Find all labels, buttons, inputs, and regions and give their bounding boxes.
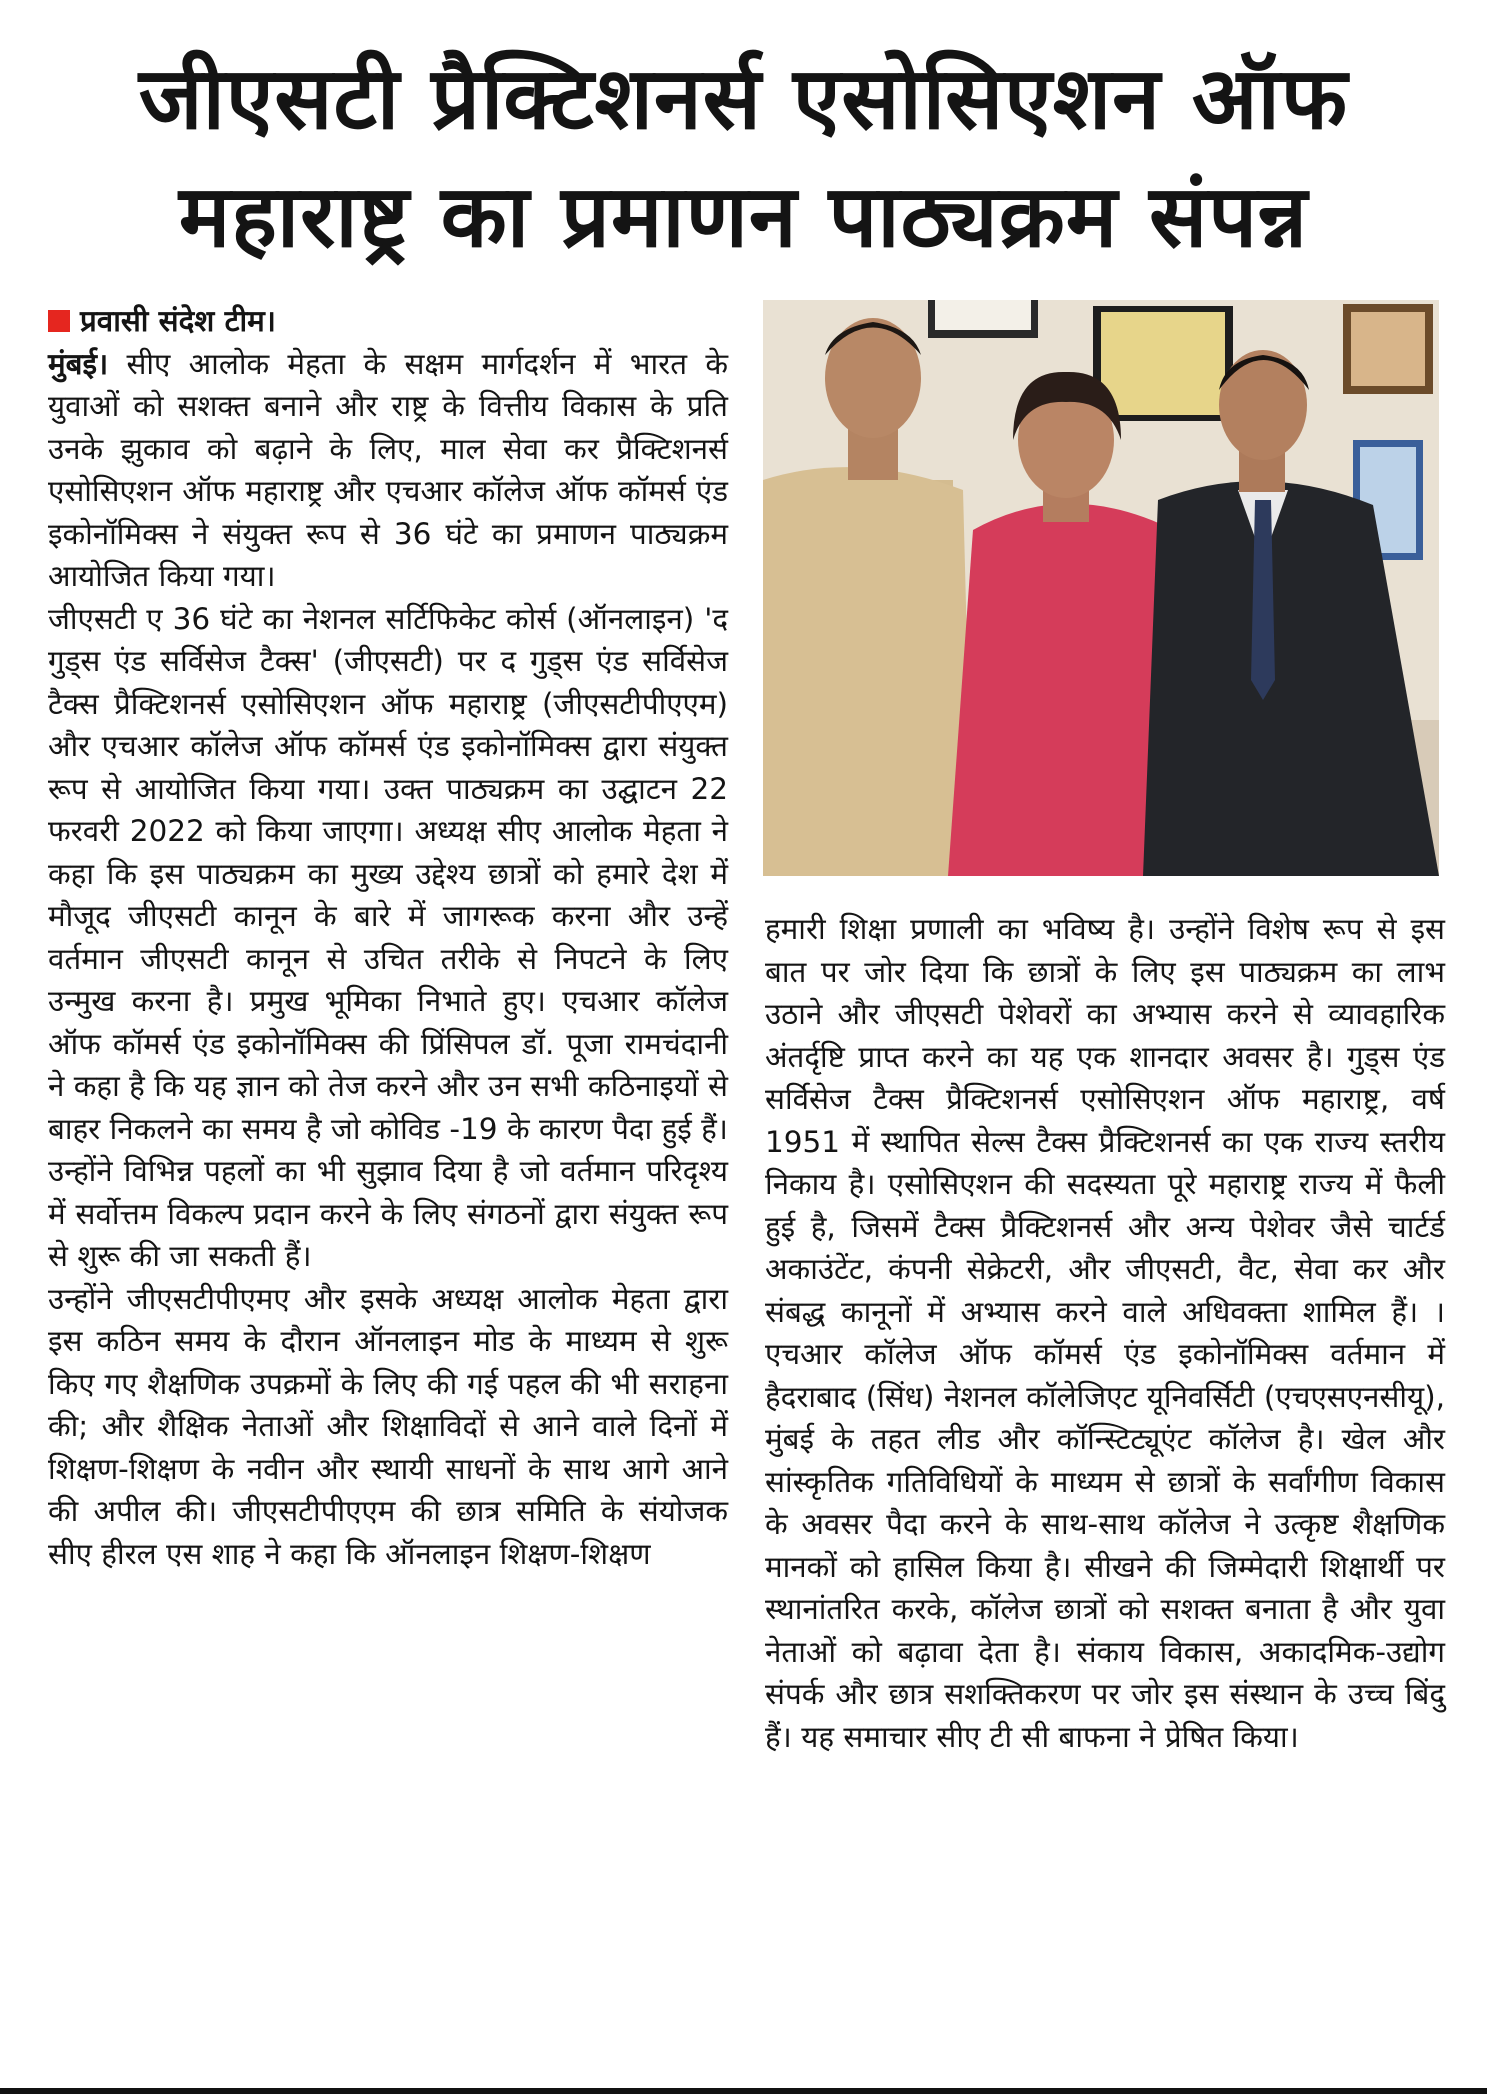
- bottom-rule: [0, 2088, 1487, 2094]
- paragraph-2: जीएसटी ए 36 घंटे का नेशनल सर्टिफिकेट कोर्स (ऑनलाइन) 'द गुड्स एंड सर्विसेज टैक्स' (जीएसटी) पर द गुड्स एंड सर्विसेज टैक्स प्रैक्टिशनर्स एसोसिएशन ऑफ महाराष्ट्र (जीएसटीपीएएम) और एचआर कॉलेज ऑफ कॉमर्स एंड इकोनॉमिक्स द्वारा संयुक्त रूप से आयोजित किया गया। उक्त पाठ्यक्रम का उद्घाटन 22 फरवरी 2022 को किया जाएगा। अध्यक्ष सीए आलोक मेहता ने कहा कि इस पाठ्यक्रम का मुख्य उद्देश्य छात्रों को हमारे देश में मौजूद जीएसटी कानून के बारे में जागरूक करना और उन्हें वर्तमान जीएसटी कानून से उचित तरीके से निपटने के लिए उन्मुख करना है। प्रमुख भूमिका निभाते हुए। एचआर कॉलेज ऑफ कॉमर्स एंड इकोनॉमिक्स की प्रिंसिपल डॉ. पूजा रामचंदानी ने कहा है कि यह ज्ञान को तेज करने और उन सभी कठिनाइयों से बाहर निकलने का समय है जो कोविड -19 के कारण पैदा हुई हैं। उन्होंने विभिन्न पहलों का भी सुझाव दिया है जो वर्तमान परिदृश्य में सर्वोत्तम विकल्प प्रदान करने के लिए संगठनों द्वारा संयुक्त रूप से शुरू की जा सकती हैं।: [48, 601, 728, 1273]
- paragraph-1-text: सीए आलोक मेहता के सक्षम मार्गदर्शन में भारत के युवाओं को सशक्त बनाने और राष्ट्र के वित्तीय विकास के प्रति उनके झुकाव को बढ़ाने के लिए, माल सेवा कर प्रैक्टिशनर्स एसोसिएशन ऑफ महाराष्ट्र और एचआर कॉलेज ऑफ कॉमर्स एंड इकोनॉमिक्स ने संयुक्त रूप से 36 घंटे का प्रमाणन पाठ्यक्रम आयोजित किया गया।: [48, 346, 728, 593]
- right-paragraph-1: हमारी शिक्षा प्रणाली का भविष्य है। उन्होंने विशेष रूप से इस बात पर जोर दिया कि छात्रों के लिए इस पाठ्यक्रम का लाभ उठाने और जीएसटी पेशेवरों का अभ्यास करने से व्यावहारिक अंतर्दृष्टि प्राप्त करने का यह एक शानदार अवसर है। गुड्स एंड सर्विसेज टैक्स प्रैक्टिशनर्स एसोसिएशन ऑफ महाराष्ट्र, वर्ष 1951 में स्थापित सेल्स टैक्स प्रैक्टिशनर्स का एक राज्य स्तरीय निकाय है। एसोसिएशन की सदस्यता पूरे महाराष्ट्र राज्य में फैली हुई है, जिसमें टैक्स प्रैक्टिशनर्स और अन्य पेशेवर जैसे चार्टर्ड अकाउंटेंट, कंपनी सेक्रेटरी, और जीएसटी, वैट, सेवा कर और संबद्ध कानूनों में अभ्यास करने वाले अधिवक्ता शामिल हैं। । एचआर कॉलेज ऑफ कॉमर्स एंड इकोनॉमिक्स वर्तमान में हैदराबाद (सिंध) नेशनल कॉलेजिएट यूनिवर्सिटी (एचएसएनसीयू), मुंबई के तहत लीड और कॉन्स्टिट्यूएंट कॉलेज है। खेल और सांस्कृतिक गतिविधियों के माध्यम से छात्रों के सर्वांगीण विकास के अवसर पैदा करने के साथ-साथ कॉलेज ने उत्कृष्ट शैक्षणिक मानकों को हासिल किया है। सीखने की जिम्मेदारी शिक्षार्थी पर स्थानांतरित करके, कॉलेज छात्रों को सशक्त बनाता है और युवा नेताओं को बढ़ावा देता है। संकाय विकास, अकादमिक-उद्योग संपर्क और छात्र सशक्तिकरण पर जोर इस संस्थान के उच्च बिंदु हैं। यह समाचार सीए टी सी बाफना ने प्रेषित किया।: [765, 912, 1445, 1754]
- headline: [30, 40, 1457, 276]
- left-column: [48, 300, 728, 1575]
- right-column: [765, 908, 1445, 1758]
- news-photo: [763, 300, 1439, 876]
- dateline-city: मुंबई।: [48, 346, 109, 381]
- headline-line-1: जीएसटी प्रैक्टिशनर्स एसोसिएशन ऑफ: [138, 49, 1349, 149]
- byline: [48, 300, 728, 343]
- byline-text: प्रवासी संदेश टीम।: [80, 304, 276, 338]
- headline-line-2: महाराष्ट्र का प्रमाणन पाठ्यक्रम संपन्न: [178, 167, 1309, 267]
- photo-illustration: [763, 300, 1439, 876]
- red-square-bullet-icon: [48, 310, 70, 332]
- paragraph-3: उन्होंने जीएसटीपीएमए और इसके अध्यक्ष आलोक मेहता द्वारा इस कठिन समय के दौरान ऑनलाइन मोड के माध्यम से शुरू किए गए शैक्षणिक उपक्रमों के लिए की गई पहल की भी सराहना की; और शैक्षिक नेताओं और शिक्षाविदों से आने वाले दिनों में शिक्षण-शिक्षण के नवीन और स्थायी साधनों के साथ आगे आने की अपील की। जीएसटीपीएएम की छात्र समिति के संयोजक सीए हीरल एस शाह ने कहा कि ऑनलाइन शिक्षण-शिक्षण: [48, 1281, 728, 1571]
- paragraph-1: [48, 343, 728, 598]
